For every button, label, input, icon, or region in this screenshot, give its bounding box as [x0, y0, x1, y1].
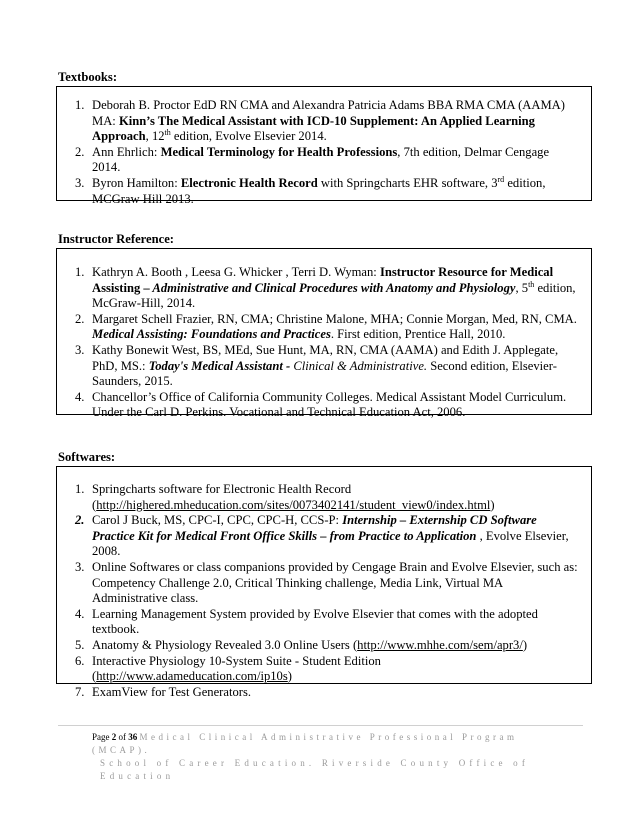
- list-item: [57, 482, 580, 513]
- list-item: [57, 343, 577, 390]
- book-title: Medical Assisting: Foundations and Practices: [92, 327, 331, 342]
- item-text: , 7th edition, Delmar Cengage 2014.: [92, 144, 550, 175]
- item-text: Springcharts software for Electronic Health Record (: [92, 482, 352, 512]
- textbooks-box: [56, 86, 592, 206]
- book-subtitle: – Administrative and Clinical Procedures with Anatomy and Physiology: [140, 280, 516, 295]
- instructor-box: [56, 248, 592, 420]
- book-subtitle: Clinical & Administrative.: [293, 358, 428, 373]
- item-number: 5.: [75, 637, 85, 652]
- item-text: Online Softwares or class companions provided by Cengage Brain and Evolve Elsevier, such as: Competency Challenge 2.0, Critical Thinking challenge, Media Link, Virtual MA Administrative class.: [92, 559, 578, 606]
- item-text: , 12: [145, 129, 165, 144]
- program-name: Medical Clinical Administrative Professional Program (MCAP).: [92, 732, 518, 755]
- list-item: [57, 265, 577, 312]
- footer-line-1: [92, 731, 572, 757]
- book-title: Electronic Health Record: [180, 175, 318, 190]
- list-item: [57, 607, 580, 638]
- list-item: [57, 654, 580, 685]
- softwares-heading: Softwares:: [58, 450, 116, 464]
- item-text: Ann Ehrlich:: [92, 144, 161, 159]
- item-number: 4.: [75, 389, 85, 404]
- list-item: [57, 685, 580, 701]
- page-total: 36: [128, 732, 138, 742]
- item-text: edition, Evolve Elsevier 2014.: [170, 129, 327, 144]
- superscript: th: [528, 279, 535, 289]
- item-text: ): [490, 497, 495, 512]
- superscript: th: [164, 128, 171, 137]
- item-number: 1.: [75, 265, 85, 279]
- list-item: [57, 312, 577, 343]
- footer-divider: [58, 725, 583, 726]
- item-text: Deborah B. Proctor EdD RN CMA and Alexandra Patricia Adams BBA RMA CMA (AAMA) MA:: [92, 98, 565, 128]
- item-text: Kathryn A. Booth , Leesa G. Whicker , Terri D. Wyman:: [92, 265, 380, 279]
- item-number: 4.: [75, 606, 85, 621]
- item-number: 2.: [75, 513, 85, 528]
- book-title: Kinn’s The Medical Assistant with ICD-10 Supplement: An Applied Learning Approach: [92, 113, 535, 144]
- superscript: rd: [497, 174, 505, 184]
- book-title: Medical Terminology for Health Professions: [160, 144, 398, 159]
- list-item: [57, 560, 580, 607]
- apr-link[interactable]: http://www.mhhe.com/sem/apr3/: [357, 637, 523, 652]
- item-text: edition, McGraw-Hill, 2014.: [92, 280, 576, 311]
- adam-link[interactable]: http://www.adameducation.com/ip10s: [96, 669, 288, 684]
- item-text: Learning Management System provided by Evolve Elsevier that comes with the adopted textbook.: [92, 606, 538, 637]
- item-number: 2.: [75, 144, 85, 159]
- software-title: Internship – Externship CD Software Practice Kit for Medical Front Office Skills – from Practice to Application: [92, 513, 537, 543]
- item-text: Carol J Buck, MS, CPC-I, CPC, CPC-H, CCS-P:: [92, 513, 343, 528]
- item-number: 3.: [75, 175, 85, 190]
- item-text: with Springcharts EHR software, 3: [317, 175, 498, 190]
- book-title: Today's Medical Assistant -: [148, 358, 294, 373]
- springcharts-link[interactable]: http://highered.mheducation.com/sites/0073402141/student_view0/index.html: [96, 497, 491, 512]
- item-text: ): [522, 637, 528, 652]
- page-footer: [92, 731, 572, 783]
- item-text: Chancellor’s Office of California Community Colleges. Medical Assistant Model Curriculum. Under the Carl D. Perkins. Vocational and Technical Education Act, 2006.: [92, 389, 567, 420]
- item-number: 3.: [75, 342, 85, 357]
- item-text: Anatomy & Physiology Revealed 3.0 Online Users (: [92, 637, 358, 652]
- book-title: Instructor Resource for Medical Assisting: [92, 265, 554, 295]
- item-text: Margaret Schell Frazier, RN, CMA; Christine Malone, MHA; Connie Morgan, Med, RN, CMA.: [92, 311, 577, 326]
- item-number: 6.: [75, 653, 85, 668]
- item-number: 7.: [75, 684, 85, 699]
- item-text: . First edition, Prentice Hall, 2010.: [330, 327, 506, 342]
- item-number: 2.: [75, 311, 85, 326]
- softwares-box: [56, 466, 592, 699]
- list-item: [57, 145, 572, 176]
- instructor-heading: Instructor Reference:: [58, 232, 174, 246]
- item-text: Interactive Physiology 10-System Suite - Student Edition (: [92, 653, 381, 684]
- page-number: 2: [111, 732, 117, 742]
- list-item: [57, 390, 577, 421]
- school-name: School of Career Education. Riverside County Office of Education: [100, 758, 530, 781]
- item-text: , 5: [515, 280, 529, 295]
- page-of: of: [116, 732, 129, 742]
- item-text: edition, MCGraw Hill 2013.: [92, 175, 546, 206]
- item-text: Second edition, Elsevier-Saunders, 2015.: [92, 358, 557, 389]
- item-text: ): [287, 669, 292, 684]
- item-text: Kathy Bonewit West, BS, MEd, Sue Hunt, MA, RN, CMA (AAMA) and Edith J. Applegate, PhD, MS.:: [92, 342, 559, 373]
- list-item: [57, 513, 580, 560]
- item-text: Byron Hamilton:: [92, 175, 181, 190]
- item-text: ExamView for Test Generators.: [92, 684, 251, 699]
- item-number: 3.: [75, 559, 85, 574]
- page-label: Page: [92, 732, 112, 742]
- item-text: , Evolve Elsevier, 2008.: [92, 528, 569, 559]
- list-item: [57, 638, 580, 654]
- textbooks-heading: Textbooks:: [58, 70, 118, 84]
- list-item: [57, 176, 572, 207]
- item-number: 1.: [75, 482, 85, 496]
- list-item: [57, 98, 572, 145]
- item-number: 1.: [75, 98, 85, 112]
